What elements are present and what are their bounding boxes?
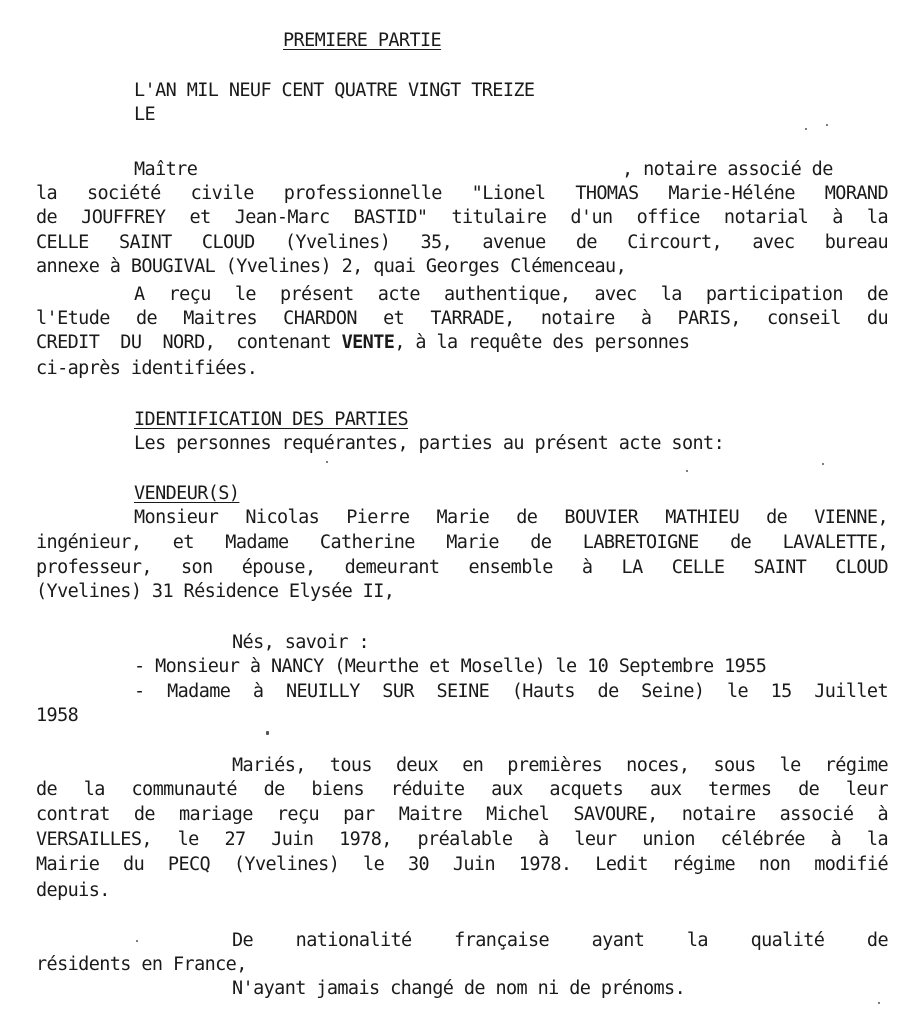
notary-role: , notaire associé de [622, 159, 833, 180]
scan-speck [878, 1002, 880, 1004]
date-line-le: LE [134, 104, 156, 125]
nationalite-line: résidents en France, [36, 954, 247, 975]
date-line: L'AN MIL NEUF CENT QUATRE VINGT TREIZE [134, 80, 535, 101]
vendeurs-line: ingénieur, et Madame Catherine Marie de LABRETOIGNE de LAVALETTE, [36, 532, 888, 553]
mariage-line: VERSAILLES, le 27 Juin 1978, préalable à leur union célébrée à la [36, 829, 888, 850]
vente-keyword: VENTE [341, 332, 395, 353]
notary-line: annexe à BOUGIVAL (Yvelines) 2, quai Georges Clémenceau, [36, 256, 627, 277]
vendeurs-line: (Yvelines) 31 Résidence Elysée II, [36, 581, 395, 602]
scan-speck [822, 463, 824, 465]
notary-line: A reçu le présent acte authentique, avec la participation de [134, 284, 888, 305]
notary-line-part: CREDIT DU NORD, contenant [36, 332, 342, 353]
vendeurs-line: Monsieur Nicolas Pierre Marie de BOUVIER MATHIEU de VIENNE, [134, 507, 888, 528]
scan-speck [805, 128, 807, 130]
naissance-line: 1958 [36, 705, 79, 726]
notary-line-vente [36, 331, 689, 355]
notary-line: ci-après identifiées. [36, 358, 258, 379]
vendeurs-line: professeur, son épouse, demeurant ensemble à LA CELLE SAINT CLOUD [36, 557, 888, 578]
notary-line: l'Etude de Maitres CHARDON et TARRADE, notaire à PARIS, conseil du [36, 308, 888, 329]
scan-speck [826, 124, 828, 126]
mariage-line: de la communauté de biens réduite aux acquets aux termes de leur [36, 779, 888, 800]
mariage-line: depuis. [36, 880, 110, 901]
naissance-line: - Madame à NEUILLY SUR SEINE (Hauts de Seine) le 15 Juillet [134, 681, 888, 702]
nationalite-line: N'ayant jamais changé de nom ni de prénoms. [232, 978, 686, 999]
identification-line: Les personnes requérantes, parties au présent acte sont: [134, 433, 725, 454]
notary-line: CELLE SAINT CLOUD (Yvelines) 35, avenue de Circourt, avec bureau [36, 232, 888, 253]
naissance-line: - Monsieur à NANCY (Meurthe et Moselle) le 10 Septembre 1955 [134, 656, 767, 677]
scan-speck [326, 461, 328, 463]
mariage-line: Mariés, tous deux en premières noces, sous le régime [232, 755, 888, 776]
notary-line-part: , à la requête des personnes [394, 332, 690, 353]
scan-speck [136, 940, 138, 942]
mariage-line: Mairie du PECQ (Yvelines) le 30 Juin 1978. Ledit régime non modifié [36, 854, 888, 875]
notary-title: Maître [134, 159, 198, 180]
naissance-heading: Nés, savoir : [232, 632, 369, 653]
nationalite-line: De nationalité française ayant la qualité de [232, 930, 888, 951]
mariage-line: contrat de mariage reçu par Maitre Michel SAVOURE, notaire associé à [36, 804, 888, 825]
notary-line: la société civile professionnelle "Lionel THOMAS Marie-Héléne MORAND [36, 183, 888, 204]
scan-speck [686, 470, 688, 472]
scan-speck [266, 731, 269, 735]
identification-heading: IDENTIFICATION DES PARTIES [134, 409, 408, 430]
vendeurs-heading: VENDEUR(S) [134, 483, 240, 504]
notary-line: de JOUFFREY et Jean-Marc BASTID" titulaire d'un office notarial à la [36, 207, 888, 228]
section-title: PREMIERE PARTIE [283, 30, 442, 51]
